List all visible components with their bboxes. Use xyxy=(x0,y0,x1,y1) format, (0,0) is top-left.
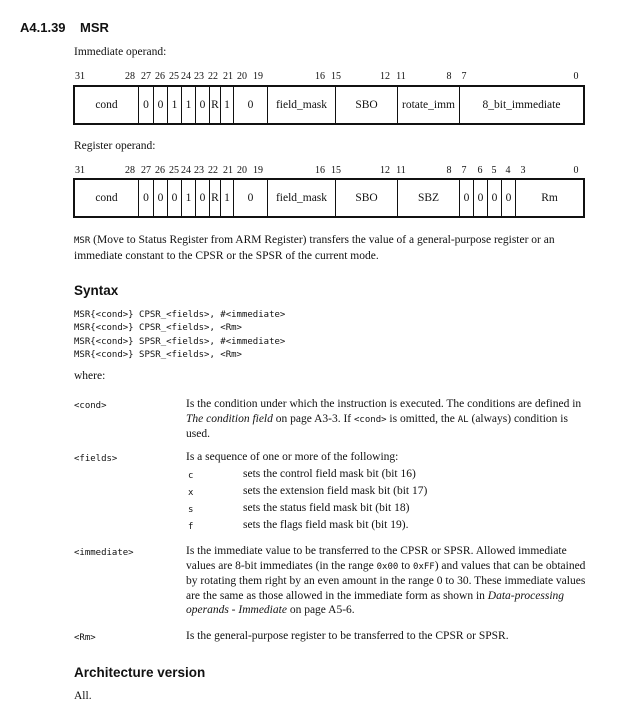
cond-code: <cond> xyxy=(354,414,387,425)
encoding-field: 1 xyxy=(167,87,181,123)
field-desc: sets the control field mask bit (bit 16) xyxy=(243,468,416,480)
bit-number: 12 xyxy=(380,71,390,82)
bit-number: 16 xyxy=(315,71,325,82)
section-number: A4.1.39 xyxy=(20,20,66,35)
bit-number: 12 xyxy=(380,165,390,176)
bit-number: 26 xyxy=(155,165,165,176)
encoding-field: 0 xyxy=(138,87,153,123)
syntax-block xyxy=(74,309,285,362)
architecture-version-text: All. xyxy=(74,690,92,702)
immediate-operand-label: Immediate operand: xyxy=(74,46,167,58)
register-bit-numbers xyxy=(0,165,626,177)
field-key: f xyxy=(188,522,194,532)
bit-number: 26 xyxy=(155,71,165,82)
encoding-field: 0 xyxy=(167,180,181,216)
register-encoding-diagram xyxy=(73,178,585,218)
imm-code-max: 0xFF xyxy=(413,561,435,572)
bit-number: 3 xyxy=(520,165,526,176)
encoding-field: 8_bit_immediate xyxy=(459,87,583,123)
field-key: s xyxy=(188,505,194,515)
cond-text-c: is omitted, the xyxy=(386,412,458,425)
encoding-field: field_mask xyxy=(267,180,335,216)
field-key: c xyxy=(188,471,194,481)
where-label: where: xyxy=(74,370,106,382)
intro-paragraph xyxy=(74,233,584,264)
bit-number: 4 xyxy=(505,165,511,176)
bit-number: 0 xyxy=(573,71,579,82)
bit-number: 0 xyxy=(573,165,579,176)
bit-number: 6 xyxy=(477,165,483,176)
bit-number: 19 xyxy=(253,165,263,176)
encoding-field: 0 xyxy=(138,180,153,216)
bit-number: 5 xyxy=(491,165,497,176)
cond-text-d: (always) condition is used. xyxy=(186,412,568,440)
encoding-field: 0 xyxy=(233,180,267,216)
fields-intro: Is a sequence of one or more of the following: xyxy=(186,451,399,463)
imm-code-min: 0x00 xyxy=(376,561,399,572)
bit-number: 22 xyxy=(208,71,218,82)
encoding-field: 0 xyxy=(153,180,167,216)
field-desc: sets the extension field mask bit (bit 17) xyxy=(243,485,428,497)
data-processing-immediate-link[interactable]: Data-processing operands - Immediate xyxy=(186,589,565,616)
fields-term: <fields> xyxy=(74,454,118,464)
bit-number: 25 xyxy=(169,165,179,176)
bit-number: 8 xyxy=(446,71,452,82)
field-desc: sets the status field mask bit (bit 18) xyxy=(243,502,410,514)
imm-text-a: Is the immediate value to be transferred to the CPSR or SPSR. Allowed immediate values are 8-bit immediates (in the range xyxy=(186,545,567,572)
encoding-field: 0 xyxy=(487,180,501,216)
immediate-bit-numbers xyxy=(0,71,626,83)
encoding-field: cond xyxy=(95,192,118,204)
encoding-field: 0 xyxy=(233,87,267,123)
bit-number: 27 xyxy=(141,71,151,82)
syntax-line: MSR{<cond>} CPSR_<fields>, #<immediate> xyxy=(74,310,286,320)
bit-number: 7 xyxy=(461,71,467,82)
encoding-field: field_mask xyxy=(267,87,335,123)
encoding-field: SBZ xyxy=(397,180,459,216)
encoding-field: cond xyxy=(95,99,118,111)
cond-description xyxy=(186,397,586,442)
encoding-field: 0 xyxy=(153,87,167,123)
encoding-field: Rm xyxy=(515,180,583,216)
bit-number: 31 xyxy=(75,165,85,176)
bit-number: 16 xyxy=(315,165,325,176)
bit-number: 24 xyxy=(181,71,191,82)
cond-term: <cond> xyxy=(74,401,107,411)
encoding-field: 1 xyxy=(181,180,195,216)
bit-number: 27 xyxy=(141,165,151,176)
bit-number: 8 xyxy=(446,165,452,176)
field-key: x xyxy=(188,488,194,498)
architecture-version-heading: Architecture version xyxy=(74,665,206,680)
encoding-field: SBO xyxy=(335,87,397,123)
imm-text-c: ) and values that can be obtained by rotating them right by an even amount in the range 0 to 30. These immediate values are the same as those allowed in the immediate form as shown in xyxy=(186,559,586,602)
encoding-field: 0 xyxy=(501,180,515,216)
bit-number: 21 xyxy=(223,71,233,82)
section-title: MSR xyxy=(80,20,109,35)
bit-number: 15 xyxy=(331,71,341,82)
imm-text-b: to xyxy=(398,559,414,572)
bit-number: 23 xyxy=(194,165,204,176)
encoding-field: R xyxy=(209,180,220,216)
encoding-field: SBO xyxy=(335,180,397,216)
bit-number: 28 xyxy=(125,71,135,82)
cond-text-a: Is the condition under which the instruction is executed. The conditions are defined in xyxy=(186,398,582,410)
bit-number: 19 xyxy=(253,71,263,82)
syntax-line: MSR{<cond>} SPSR_<fields>, #<immediate> xyxy=(74,336,286,347)
rm-description: Is the general-purpose register to be transferred to the CPSR or SPSR. xyxy=(186,630,509,642)
immediate-encoding-diagram xyxy=(73,85,585,125)
intro-text: (Move to Status Register from ARM Register) transfers the value of a general-purpose register or an immediate constant to the CPSR or the SPSR of the current mode. xyxy=(74,234,555,262)
imm-text-d: on page A5-6. xyxy=(286,604,355,616)
encoding-field: 0 xyxy=(195,180,209,216)
syntax-line: MSR{<cond>} SPSR_<fields>, <Rm> xyxy=(74,349,242,360)
encoding-field: rotate_imm xyxy=(397,87,459,123)
bit-number: 15 xyxy=(331,165,341,176)
bit-number: 20 xyxy=(237,71,247,82)
encoding-field: R xyxy=(209,87,220,123)
cond-text-b: on page A3-3. If xyxy=(272,412,355,425)
bit-number: 22 xyxy=(208,165,218,176)
rm-term: <Rm> xyxy=(74,633,96,643)
field-desc: sets the flags field mask bit (bit 19). xyxy=(243,519,409,531)
encoding-field: 1 xyxy=(220,180,233,216)
immediate-term: <immediate> xyxy=(74,548,134,558)
bit-number: 25 xyxy=(169,71,179,82)
immediate-description xyxy=(186,544,586,618)
bit-number: 11 xyxy=(396,71,406,82)
encoding-field: 0 xyxy=(473,180,487,216)
bit-number: 11 xyxy=(396,165,406,176)
syntax-line: MSR{<cond>} CPSR_<fields>, <Rm> xyxy=(74,323,242,334)
register-operand-label: Register operand: xyxy=(74,140,156,152)
encoding-field: 0 xyxy=(459,180,473,216)
encoding-field: 0 xyxy=(195,87,209,123)
intro-mnemonic: MSR xyxy=(74,236,91,246)
bit-number: 20 xyxy=(237,165,247,176)
bit-number: 21 xyxy=(223,165,233,176)
al-code: AL xyxy=(457,414,469,425)
encoding-field: 1 xyxy=(220,87,233,123)
bit-number: 23 xyxy=(194,71,204,82)
bit-number: 31 xyxy=(75,71,85,82)
bit-number: 7 xyxy=(461,165,467,176)
encoding-field: 1 xyxy=(181,87,195,123)
bit-number: 24 xyxy=(181,165,191,176)
syntax-heading: Syntax xyxy=(74,283,119,298)
condition-field-link[interactable]: The condition field xyxy=(186,412,273,425)
bit-number: 28 xyxy=(125,165,135,176)
